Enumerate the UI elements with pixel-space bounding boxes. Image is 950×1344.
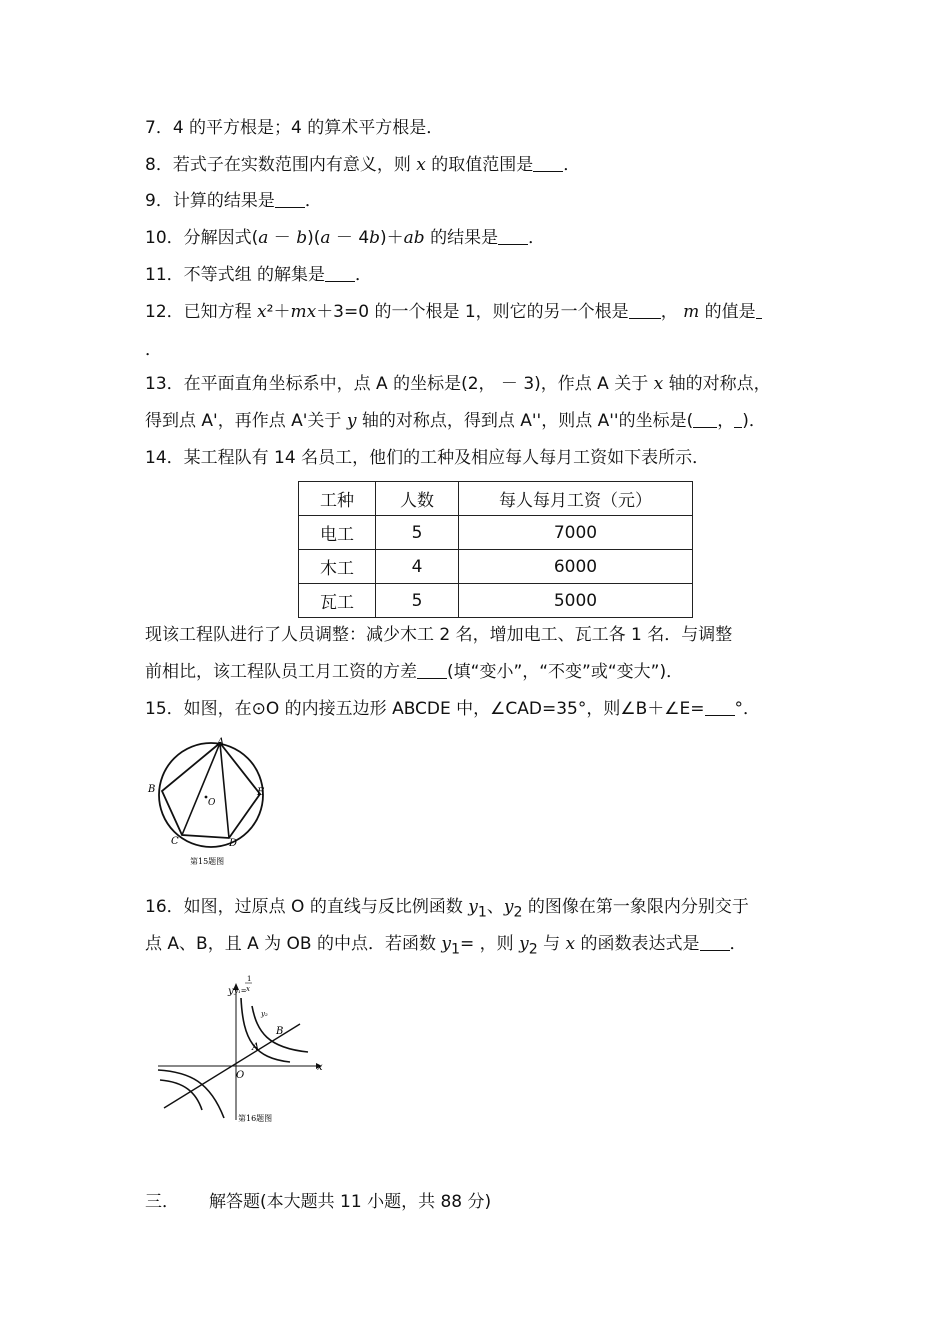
table-cell: 7000: [459, 516, 693, 550]
table-row: [299, 550, 693, 584]
q10-text: ．: [528, 228, 546, 248]
question-15: [145, 698, 760, 720]
q16-var: y: [519, 934, 529, 954]
q12-text: ＋3=0 的一个根是 1，则它的另一个根是: [316, 302, 629, 322]
label-b: B: [148, 784, 156, 795]
q13-text: )．: [742, 411, 766, 431]
section-3-heading: [145, 1191, 491, 1213]
section-number: 三．: [145, 1192, 179, 1212]
table-row: [299, 584, 693, 618]
q10-text: －: [268, 228, 297, 248]
table-cell: 瓦工: [299, 584, 376, 618]
center-dot: [205, 796, 208, 799]
q16-var: y: [503, 897, 514, 917]
table-row: [299, 516, 693, 550]
label-frac-den: x: [246, 985, 250, 993]
question-11: [145, 264, 372, 286]
answer-blank: [417, 662, 447, 679]
q13-var: y: [346, 411, 357, 431]
q16-text: 点 A、B，且 A 为 OB 的中点．若函数: [145, 934, 442, 954]
q10-text: － 4: [330, 228, 370, 248]
q8-text-c: ．: [563, 155, 581, 175]
table-cell: 6000: [459, 550, 693, 584]
q10-var: a: [258, 228, 269, 248]
q10-var: ab: [403, 228, 425, 248]
q16-text: 的图像在第一象限内分别交于: [522, 897, 749, 917]
q8-text-b: 的取值范围是: [425, 155, 534, 175]
question-14: 14．某工程队有 14 名员工，他们的工种及相应每人每月工资如下表所示．: [145, 448, 710, 468]
q14-text: (填“变小”，“不变”或“变大”)．: [447, 662, 684, 682]
table-cell: 5000: [459, 584, 693, 618]
wage-table: [298, 481, 693, 618]
label-y1-formula: y₁=: [234, 987, 247, 995]
label-a: A: [217, 737, 225, 748]
q16-var: y: [468, 897, 478, 917]
q16-sub: 2: [528, 941, 538, 958]
question-9: [145, 190, 322, 212]
q11-text-a: 11．不等式组 的解集是: [145, 265, 326, 285]
q16-sub: 2: [513, 904, 523, 921]
label-e: E: [257, 787, 265, 798]
label-o: O: [208, 798, 216, 808]
q12-var: mx: [290, 302, 317, 322]
q12-text: ，: [660, 302, 684, 322]
q10-text: )＋: [380, 228, 404, 248]
q16-var: y: [441, 934, 451, 954]
figure-16: [150, 968, 340, 1130]
q10-var: b: [296, 228, 308, 248]
figure-caption: 第15题图: [190, 857, 225, 866]
answer-blank: [275, 191, 305, 208]
answer-blank: [629, 302, 661, 319]
q16-text: 、: [486, 897, 504, 917]
q13-text: 轴的对称点，得到点 A''，则点 A''的坐标是(: [356, 411, 694, 431]
answer-blank: [693, 411, 717, 428]
label-frac-num: 1: [247, 975, 252, 983]
question-14-text: 现该工程队进行了人员调整：减少木工 2 名，增加电工、瓦工各 1 名．与调整: [145, 625, 733, 645]
q13-var: x: [653, 374, 664, 394]
answer-blank: [325, 265, 355, 282]
segment-ac: [182, 743, 220, 835]
answer-blank: [705, 699, 735, 716]
q13-text: 得到点 A'，再作点 A'关于: [145, 411, 347, 431]
question-13: [145, 373, 771, 395]
q14-text: 前相比，该工程队员工月工资的方差: [145, 662, 417, 682]
pentagon-abcde: [162, 743, 260, 838]
q16-text: 的函数表达式是: [575, 934, 700, 954]
question-12-cont: ．: [145, 340, 162, 360]
section-title: 解答题(本大题共 11 小题，共 88 分): [209, 1192, 492, 1212]
q13-text: 13．在平面直角坐标系中，点 A 的坐标是(2， － 3)，作点 A 关于: [145, 374, 654, 394]
question-7: 7．4 的平方根是；4 的算术平方根是．: [145, 118, 444, 138]
answer-blank: [498, 228, 528, 245]
q8-var-x: x: [416, 155, 426, 175]
answer-blank: [700, 934, 730, 951]
table-cell: 5: [376, 584, 459, 618]
q9-text-b: ．: [304, 191, 322, 211]
q12-var: m: [683, 302, 700, 322]
table-header: 人数: [376, 482, 459, 516]
q10-text: )(: [307, 228, 321, 248]
table-cell: 电工: [299, 516, 376, 550]
q16-text: 与: [537, 934, 566, 954]
q16-sub: 1: [477, 904, 487, 921]
curve-y2-q3: [160, 1080, 202, 1110]
q10-text: 10．分解因式(: [145, 228, 259, 248]
q11-text-b: ．: [355, 265, 373, 285]
label-d: D: [229, 838, 238, 849]
answer-blank: [756, 302, 762, 319]
question-12: [145, 301, 762, 323]
question-16-line2: [145, 933, 747, 960]
q15-text: °．: [734, 699, 760, 719]
label-a: A: [252, 1042, 260, 1053]
circle-o: [159, 743, 263, 847]
q15-text: 15．如图，在⊙O 的内接五边形 ABCDE 中，∠CAD=35°，则∠B＋∠E=: [145, 699, 705, 719]
label-c: C: [171, 836, 179, 847]
label-o: O: [236, 1070, 245, 1081]
question-10: [145, 227, 545, 249]
q10-var: b: [369, 228, 381, 248]
q16-var: x: [565, 934, 576, 954]
question-14-text2: [145, 661, 683, 683]
figure-caption: 第16题图: [238, 1114, 273, 1123]
q13-text: 轴的对称点，: [663, 374, 771, 394]
q12-text: 12．已知方程: [145, 302, 258, 322]
q12-text: 的值是: [699, 302, 756, 322]
answer-blank: [533, 155, 563, 172]
label-b: B: [276, 1026, 284, 1037]
segment-ad: [220, 743, 229, 838]
q8-text-a: 8．若式子在实数范围内有意义，则: [145, 155, 417, 175]
table-header: 工种: [299, 482, 376, 516]
label-y2: y₂: [261, 1010, 268, 1018]
q16-text: ．: [729, 934, 747, 954]
q10-var: a: [320, 228, 331, 248]
label-x-axis: x: [317, 1062, 323, 1073]
q12-text: ²＋: [266, 302, 291, 322]
table-header: 每人每月工资（元）: [459, 482, 693, 516]
q16-text: = ，则: [460, 934, 520, 954]
label-y-axis: y: [228, 986, 234, 997]
table-cell: 4: [376, 550, 459, 584]
table-header-row: [299, 482, 693, 516]
q16-text: 16．如图，过原点 O 的直线与反比例函数: [145, 897, 469, 917]
table-cell: 5: [376, 516, 459, 550]
q13-text: ，: [717, 411, 735, 431]
question-8: [145, 154, 580, 176]
question-13-line2: [145, 410, 766, 432]
q12-var: x: [257, 302, 267, 322]
figure-15: [140, 734, 280, 870]
table-cell: 木工: [299, 550, 376, 584]
q9-text-a: 9．计算的结果是: [145, 191, 275, 211]
q16-sub: 1: [451, 941, 461, 958]
q10-text: 的结果是: [424, 228, 499, 248]
question-16: [145, 896, 749, 923]
